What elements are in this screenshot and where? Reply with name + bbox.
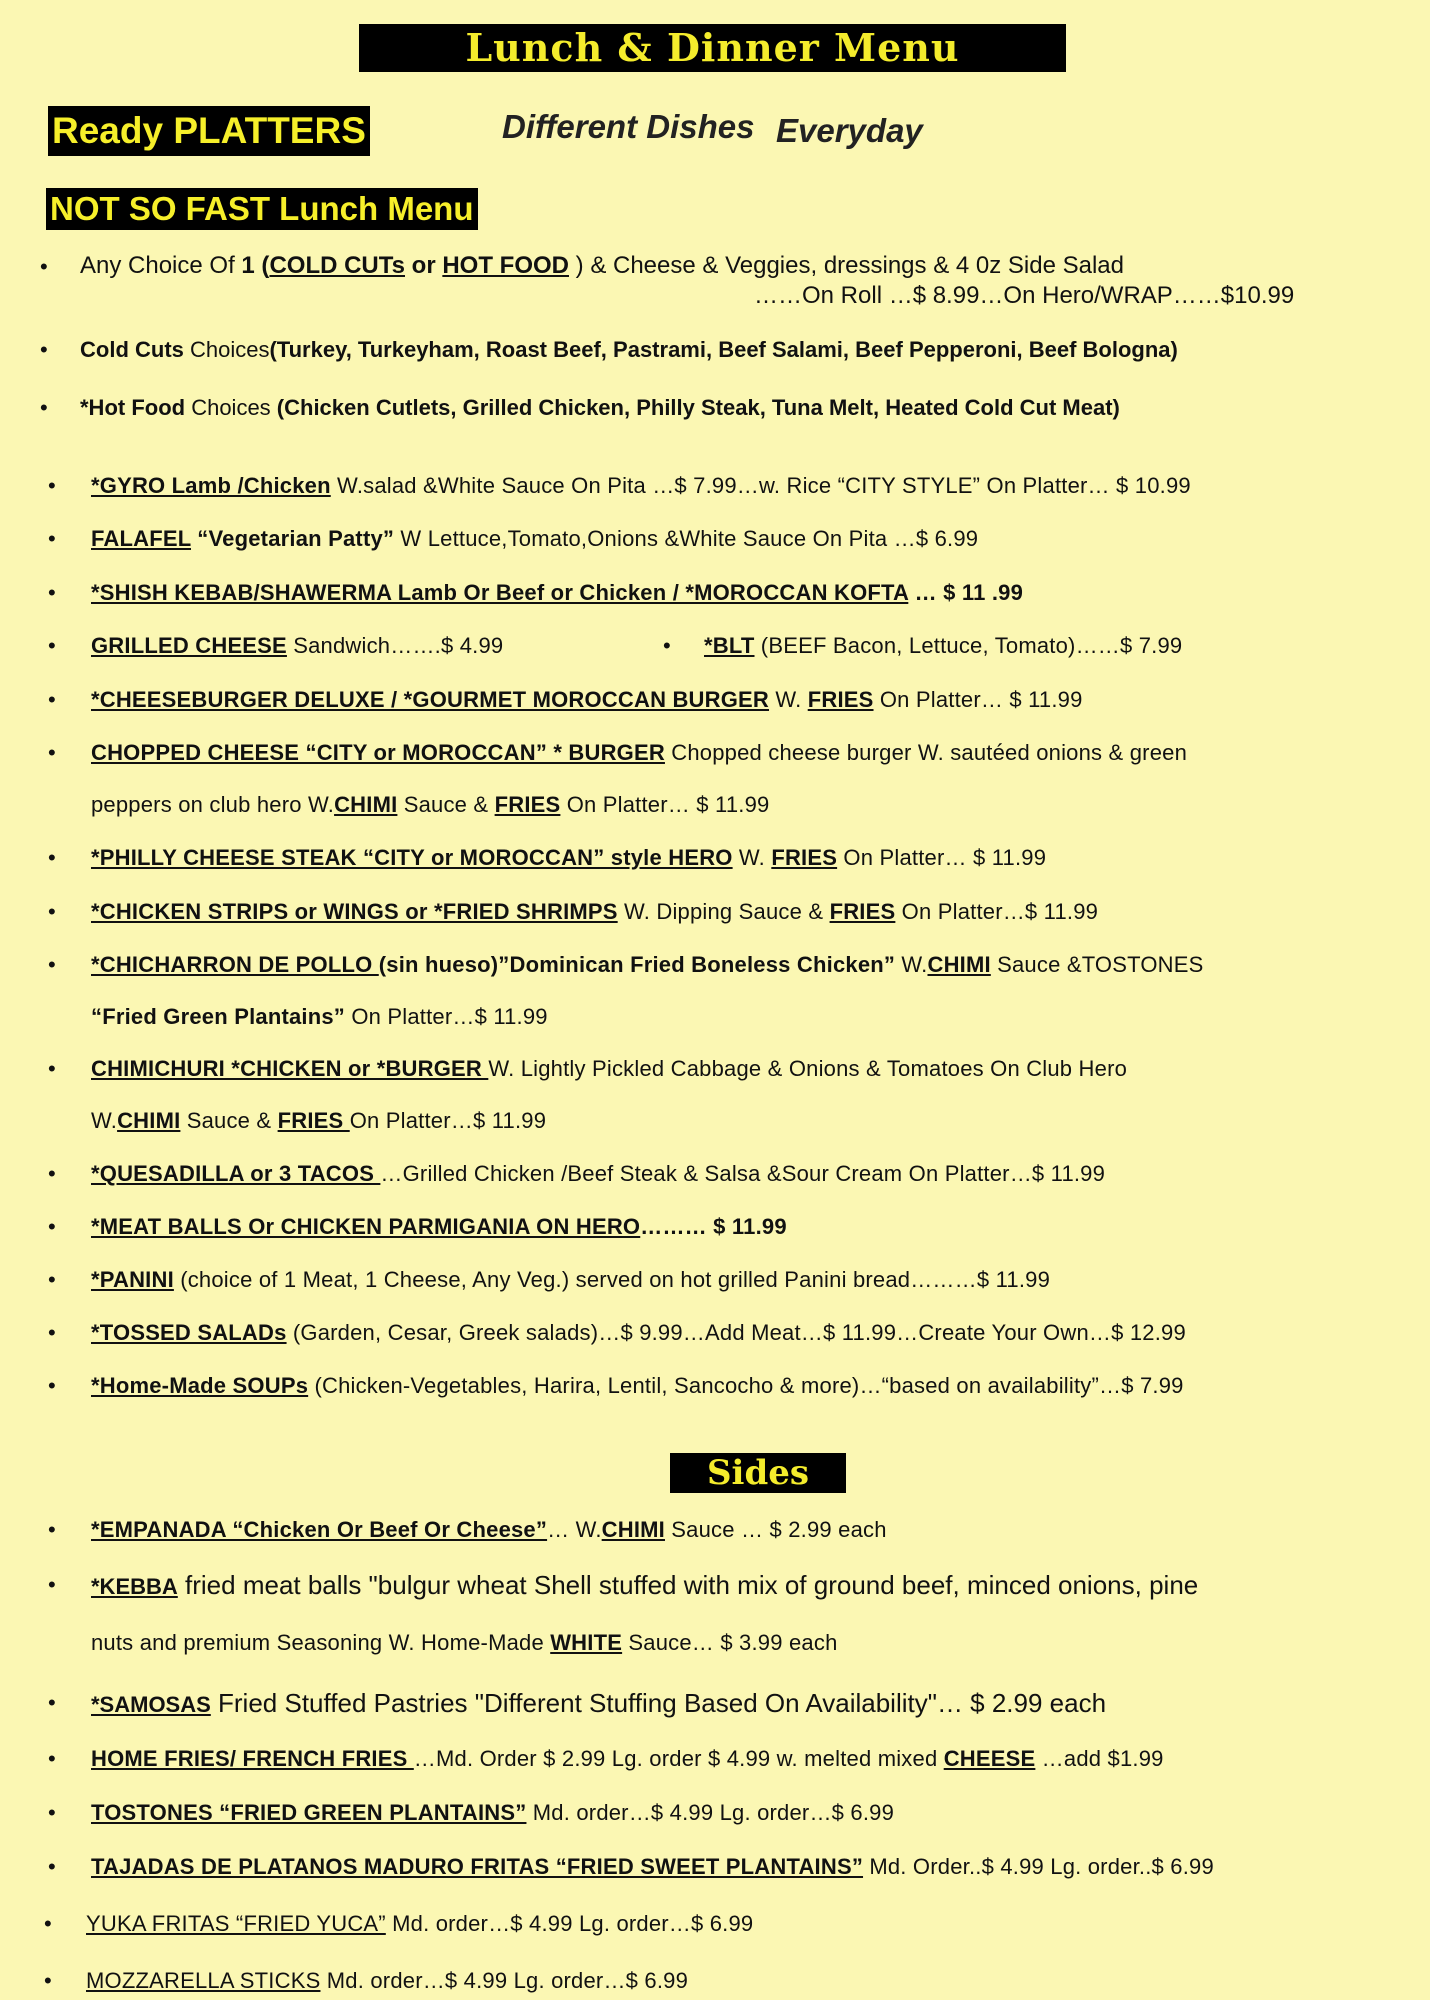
item-text: ) & Cheese & Veggies, dressings & 4 0z Side Salad xyxy=(569,252,1124,279)
item-white: WHITE xyxy=(550,1630,623,1655)
item-name: Cold Cuts xyxy=(80,337,190,362)
item-name: *MEAT BALLS Or CHICKEN PARMIGANIA ON HERO xyxy=(91,1214,641,1239)
item-price: On Platter… $ 11.99 xyxy=(837,845,1047,870)
bullet: • xyxy=(48,1854,56,1879)
item-price: Md. Order..$ 4.99 Lg. order..$ 6.99 xyxy=(863,1854,1214,1879)
item-price: ……… $ 11.99 xyxy=(640,1214,787,1239)
item-desc: fried meat balls "bulgur wheat Shell stuffed with mix of ground beef, minced onions, pine xyxy=(177,1570,1199,1600)
bullet: • xyxy=(48,845,56,870)
bullet: • xyxy=(48,1320,56,1345)
bullet: • xyxy=(48,952,56,977)
item-desc: …Md. Order $ 2.99 Lg. order $ 4.99 w. melted mixed xyxy=(413,1746,944,1771)
item-name: TOSTONES “FRIED GREEN PLANTAINS” xyxy=(91,1800,527,1825)
item-subtitle: (sin hueso)”Dominican Fried Boneless Chicken” xyxy=(378,952,896,977)
item-chimi: CHIMI xyxy=(601,1517,665,1542)
bullet: • xyxy=(48,1800,56,1825)
item-price: On Platter… $ 11.99 xyxy=(560,792,770,817)
item-desc: W. xyxy=(895,952,928,977)
item-desc: W. Lightly Pickled Cabbage & Onions & Tomatoes On Club Hero xyxy=(488,1056,1128,1081)
item-price: Md. order…$ 4.99 Lg. order…$ 6.99 xyxy=(526,1800,895,1825)
item-name: *KEBBA xyxy=(91,1574,178,1599)
item-price: On Platter…$ 11.99 xyxy=(345,1004,548,1029)
tagline-different-dishes: Different Dishes xyxy=(502,108,755,145)
item-fries: FRIES xyxy=(277,1108,350,1133)
item-name: *Hot Food xyxy=(80,395,192,420)
item-name: *QUESADILLA or 3 TACOS xyxy=(91,1161,381,1186)
item-desc: Fried Stuffed Pastries "Different Stuffing Based On Availability"… $ 2.99 each xyxy=(210,1688,1107,1718)
item-desc: (Chicken-Vegetables, Harira, Lentil, Sancocho & more)…“based on availability”…$ 7.99 xyxy=(308,1373,1184,1398)
list-item-blt xyxy=(704,633,1182,659)
item-name: *SAMOSAS xyxy=(91,1692,211,1717)
item-fries: FRIES xyxy=(771,845,838,870)
item-name: *PHILLY CHEESE STEAK “CITY or MOROCCAN” style HERO xyxy=(91,845,733,870)
item-subtitle: “Fried Green Plantains” xyxy=(91,1004,346,1029)
item-desc: Chopped cheese burger W. sautéed onions & green xyxy=(664,740,1188,765)
bullet: • xyxy=(48,1572,56,1597)
bullet: • xyxy=(48,1746,56,1771)
item-desc: Sandwich…….$ 4.99 xyxy=(286,633,504,658)
item-or: or xyxy=(405,252,443,279)
item-name: *Home-Made SOUPs xyxy=(91,1373,309,1398)
bullet: • xyxy=(48,899,56,924)
item-text: Any Choice Of xyxy=(80,252,242,279)
item-desc: Sauce & xyxy=(397,792,495,817)
item-name: MOZZARELLA STICKS xyxy=(86,1968,321,1993)
item-price: Sauce … $ 2.99 each xyxy=(664,1517,887,1542)
bullet: • xyxy=(48,1690,56,1715)
item-desc: (Turkey, Turkeyham, Roast Beef, Pastrami, Beef Salami, Beef Pepperoni, Beef Bologna) xyxy=(269,337,1178,362)
item-name: *TOSSED SALADs xyxy=(91,1320,287,1345)
item-desc: (BEEF Bacon, Lettuce, Tomato)……$ 7.99 xyxy=(754,633,1183,658)
item-desc: nuts and premium Seasoning W. Home-Made xyxy=(91,1630,551,1655)
bullet: • xyxy=(48,1267,56,1292)
bullet: • xyxy=(48,1517,56,1542)
item-name: CHIMICHURI *CHICKEN or *BURGER xyxy=(91,1056,489,1081)
item-name: HOME FRIES/ FRENCH FRIES xyxy=(91,1746,414,1771)
item-name: *CHEESEBURGER DELUXE / *GOURMET MOROCCAN BURGER xyxy=(91,687,770,712)
bullet: • xyxy=(44,1911,52,1936)
item-desc: (Chicken Cutlets, Grilled Chicken, Philly Steak, Tuna Melt, Heated Cold Cut Meat) xyxy=(276,395,1120,420)
bullet: • xyxy=(48,740,56,765)
item-cheese: CHEESE xyxy=(943,1746,1036,1771)
item-subtitle: “Vegetarian Patty” xyxy=(191,526,395,551)
item-desc: W. xyxy=(91,1108,118,1133)
not-so-fast-label: NOT SO FAST Lunch Menu xyxy=(46,188,478,230)
menu-title: Lunch & Dinner Menu xyxy=(359,24,1066,72)
item-desc: W. xyxy=(769,687,808,712)
item-chimi: CHIMI xyxy=(117,1108,181,1133)
bullet: • xyxy=(48,687,56,712)
item-desc: …Grilled Chicken /Beef Steak & Salsa &Sour Cream On Platter…$ 11.99 xyxy=(380,1161,1106,1186)
item-price: Md. order…$ 4.99 Lg. order…$ 6.99 xyxy=(385,1911,754,1936)
item-name: *PANINI xyxy=(91,1267,174,1292)
bullet: • xyxy=(44,1968,52,1993)
bullet: • xyxy=(48,580,56,605)
item-name: *EMPANADA “Chicken Or Beef Or Cheese” xyxy=(91,1517,548,1542)
item-price: ……On Roll …$ 8.99…On Hero/WRAP……$10.99 xyxy=(754,282,1295,309)
item-name: *CHICHARRON DE POLLO xyxy=(91,952,379,977)
item-name: CHOPPED CHEESE “CITY or MOROCCAN” * BURGER xyxy=(91,740,665,765)
item-desc: Sauce &TOSTONES xyxy=(990,952,1204,977)
item-count: 1 xyxy=(241,252,255,279)
item-desc: W. Dipping Sauce & xyxy=(617,899,830,924)
item-desc: (Garden, Cesar, Greek salads)…$ 9.99…Add Meat…$ 11.99…Create Your Own…$ 12.99 xyxy=(286,1320,1186,1345)
item-cold-cuts: COLD CUTs xyxy=(269,252,405,279)
item-name: *GYRO Lamb /Chicken xyxy=(91,473,331,498)
sides-title: Sides xyxy=(670,1453,846,1493)
bullet: • xyxy=(48,1161,56,1186)
item-name: YUKA FRITAS “FRIED YUCA” xyxy=(86,1911,386,1936)
bullet: • xyxy=(40,254,48,279)
item-name: *CHICKEN STRIPS or WINGS or *FRIED SHRIMPS xyxy=(91,899,618,924)
item-fries: FRIES xyxy=(829,899,896,924)
item-price: On Platter…$ 11.99 xyxy=(895,899,1099,924)
bullet: • xyxy=(663,633,671,658)
item-name: FALAFEL xyxy=(91,526,191,551)
bullet: • xyxy=(48,633,56,658)
item-paren: ( xyxy=(254,252,270,279)
item-text: Choices xyxy=(191,395,277,420)
item-name: *SHISH KEBAB/SHAWERMA Lamb Or Beef or Chicken / *MOROCCAN KOFTA xyxy=(91,580,909,605)
item-desc: W Lettuce,Tomato,Onions &White Sauce On Pita …$ 6.99 xyxy=(394,526,979,551)
item-price: Md. order…$ 4.99 Lg. order…$ 6.99 xyxy=(320,1968,689,1993)
item-desc: (choice of 1 Meat, 1 Cheese, Any Veg.) served on hot grilled Panini bread………$ 11.99 xyxy=(173,1267,1051,1292)
item-name: *BLT xyxy=(704,633,755,658)
bullet: • xyxy=(48,1056,56,1081)
item-price: On Platter… $ 11.99 xyxy=(873,687,1083,712)
item-name: GRILLED CHEESE xyxy=(91,633,287,658)
item-desc: peppers on club hero W. xyxy=(91,792,335,817)
bullet: • xyxy=(40,337,48,362)
item-name: TAJADAS DE PLATANOS MADURO FRITAS “FRIED SWEET PLANTAINS” xyxy=(91,1854,864,1879)
item-fries: FRIES xyxy=(807,687,874,712)
item-fries: FRIES xyxy=(494,792,561,817)
bullet: • xyxy=(48,1214,56,1239)
item-desc: … W. xyxy=(547,1517,602,1542)
item-desc: W.salad &White Sauce On Pita …$ 7.99…w. Rice “CITY STYLE” On Platter… $ 10.99 xyxy=(330,473,1191,498)
tagline-everyday: Everyday xyxy=(776,112,923,149)
bullet: • xyxy=(40,395,48,420)
item-desc: W. xyxy=(732,845,772,870)
bullet: • xyxy=(48,526,56,551)
ready-platters-label: Ready PLATTERS xyxy=(48,106,370,156)
item-desc: Sauce & xyxy=(180,1108,278,1133)
item-price: Sauce… $ 3.99 each xyxy=(622,1630,838,1655)
item-text: Choices xyxy=(190,337,270,362)
item-chimi: CHIMI xyxy=(334,792,398,817)
item-price: …add $1.99 xyxy=(1035,1746,1164,1771)
item-hot-food: HOT FOOD xyxy=(442,252,569,279)
bullet: • xyxy=(48,1373,56,1398)
item-price: On Platter…$ 11.99 xyxy=(349,1108,547,1133)
item-price: … $ 11 .99 xyxy=(908,580,1024,605)
item-chimi: CHIMI xyxy=(927,952,991,977)
bullet: • xyxy=(48,473,56,498)
